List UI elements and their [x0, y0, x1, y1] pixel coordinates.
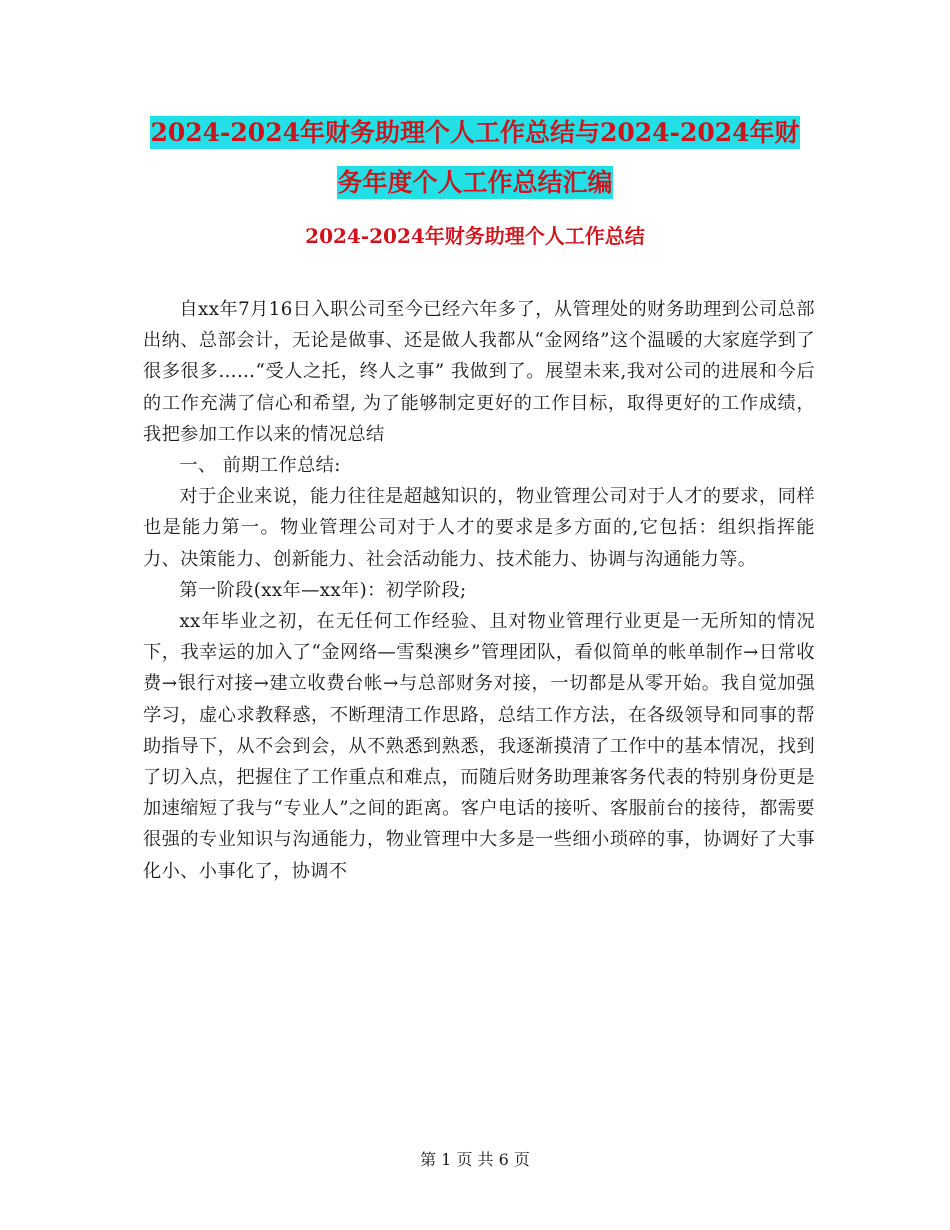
paragraph-intro: 自xx年7月16日入职公司至今已经六年多了，从管理处的财务助理到公司总部出纳、总部会计，无论是做事、还是做人我都从“金网络”这个温暖的大家庭学到了很多很多……“受人之托，终人之事” 我做到了。展望未来,我对公司的进展和今后的工作充满了信心和希望, 为了能够制定更好的工作目标，取得更好的工作成绩，我把参加工作以来的情况总结	[143, 299, 815, 445]
document-title	[100, 108, 850, 208]
document-title-line-2: 务年度个人工作总结汇编	[337, 168, 613, 197]
section-title: 2024-2024年财务助理个人工作总结	[305, 224, 645, 248]
page-footer: 第 1 页 共 6 页	[420, 1150, 530, 1169]
paragraph-heading-early-work: 一、 前期工作总结:	[179, 455, 341, 477]
document-title-line-1: 2024-2024年财务助理个人工作总结与2024-2024年财	[150, 118, 800, 147]
paragraph-stage-one-detail: xx年毕业之初，在无任何工作经验、且对物业管理行业更是一无所知的情况下，我幸运的加入了“金网络—雪梨澳乡”管理团队，看似简单的帐单制作→日常收费→银行对接→建立收费台帐→与总部财务对接，一切都是从零开始。我自觉加强学习，虚心求教释惑，不断理清工作思路，总结工作方法，在各级领导和同事的帮助指导下，从不会到会，从不熟悉到熟悉，我逐渐摸清了工作中的基本情况，找到了切入点，把握住了工作重点和难点，而随后财务助理兼客务代表的特别身份更是加速缩短了我与“专业人”之间的距离。客户电话的接听、客服前台的接待，都需要很强的专业知识与沟通能力，物业管理中大多是一些细小琐碎的事，协调好了大事化小、小事化了，协调不	[143, 611, 815, 882]
body-text	[143, 294, 815, 887]
paragraph-ability: 对于企业来说，能力往往是超越知识的，物业管理公司对于人才的要求，同样也是能力第一。物业管理公司对于人才的要求是多方面的,它包括：组织指挥能力、决策能力、创新能力、社会活动能力、技术能力、协调与沟通能力等。	[143, 486, 815, 570]
paragraph-stage-one: 第一阶段(xx年—xx年)：初学阶段;	[179, 579, 467, 601]
